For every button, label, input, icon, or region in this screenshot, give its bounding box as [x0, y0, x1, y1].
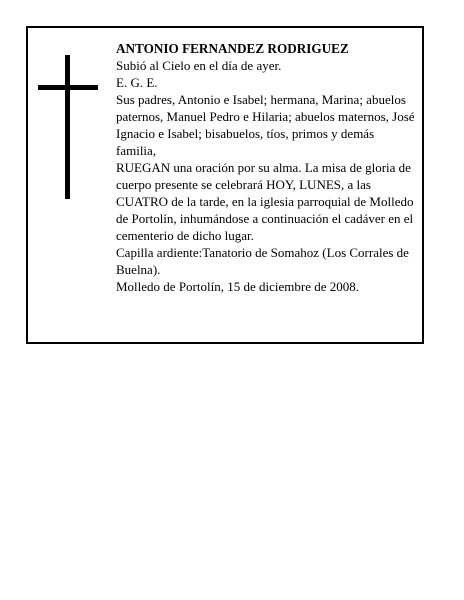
family-paragraph: Sus padres, Antonio e Isabel; hermana, Marina; abuelos paternos, Manuel Pedro e Hilaria; abuelos maternos, José Ignacio e Isabel; bisabuelos, tíos, primos y demás familia,	[116, 92, 415, 158]
cross-horizontal-bar	[38, 85, 98, 90]
chapel-line: Capilla ardiente:Tanatorio de Somahoz (Los Corrales de Buelna).	[116, 245, 409, 277]
ege-line: E. G. E.	[116, 75, 158, 90]
notice-text	[116, 40, 416, 295]
obituary-notice	[26, 26, 424, 344]
cross-vertical-bar	[65, 55, 70, 199]
place-date-line: Molledo de Portolín, 15 de diciembre de 2008.	[116, 279, 359, 294]
deceased-name: ANTONIO FERNANDEZ RODRIGUEZ	[116, 41, 349, 56]
request-paragraph: RUEGAN una oración por su alma. La misa de gloria de cuerpo presente se celebrará HOY, LUNES, a las CUATRO de la tarde, en la iglesia parroquial de Molledo de Portolín, inhumándose a continuación el cadáver en el cementerio de dicho lugar.	[116, 160, 414, 243]
latin-cross-icon	[38, 55, 98, 199]
ascension-line: Subió al Cielo en el día de ayer.	[116, 58, 282, 73]
